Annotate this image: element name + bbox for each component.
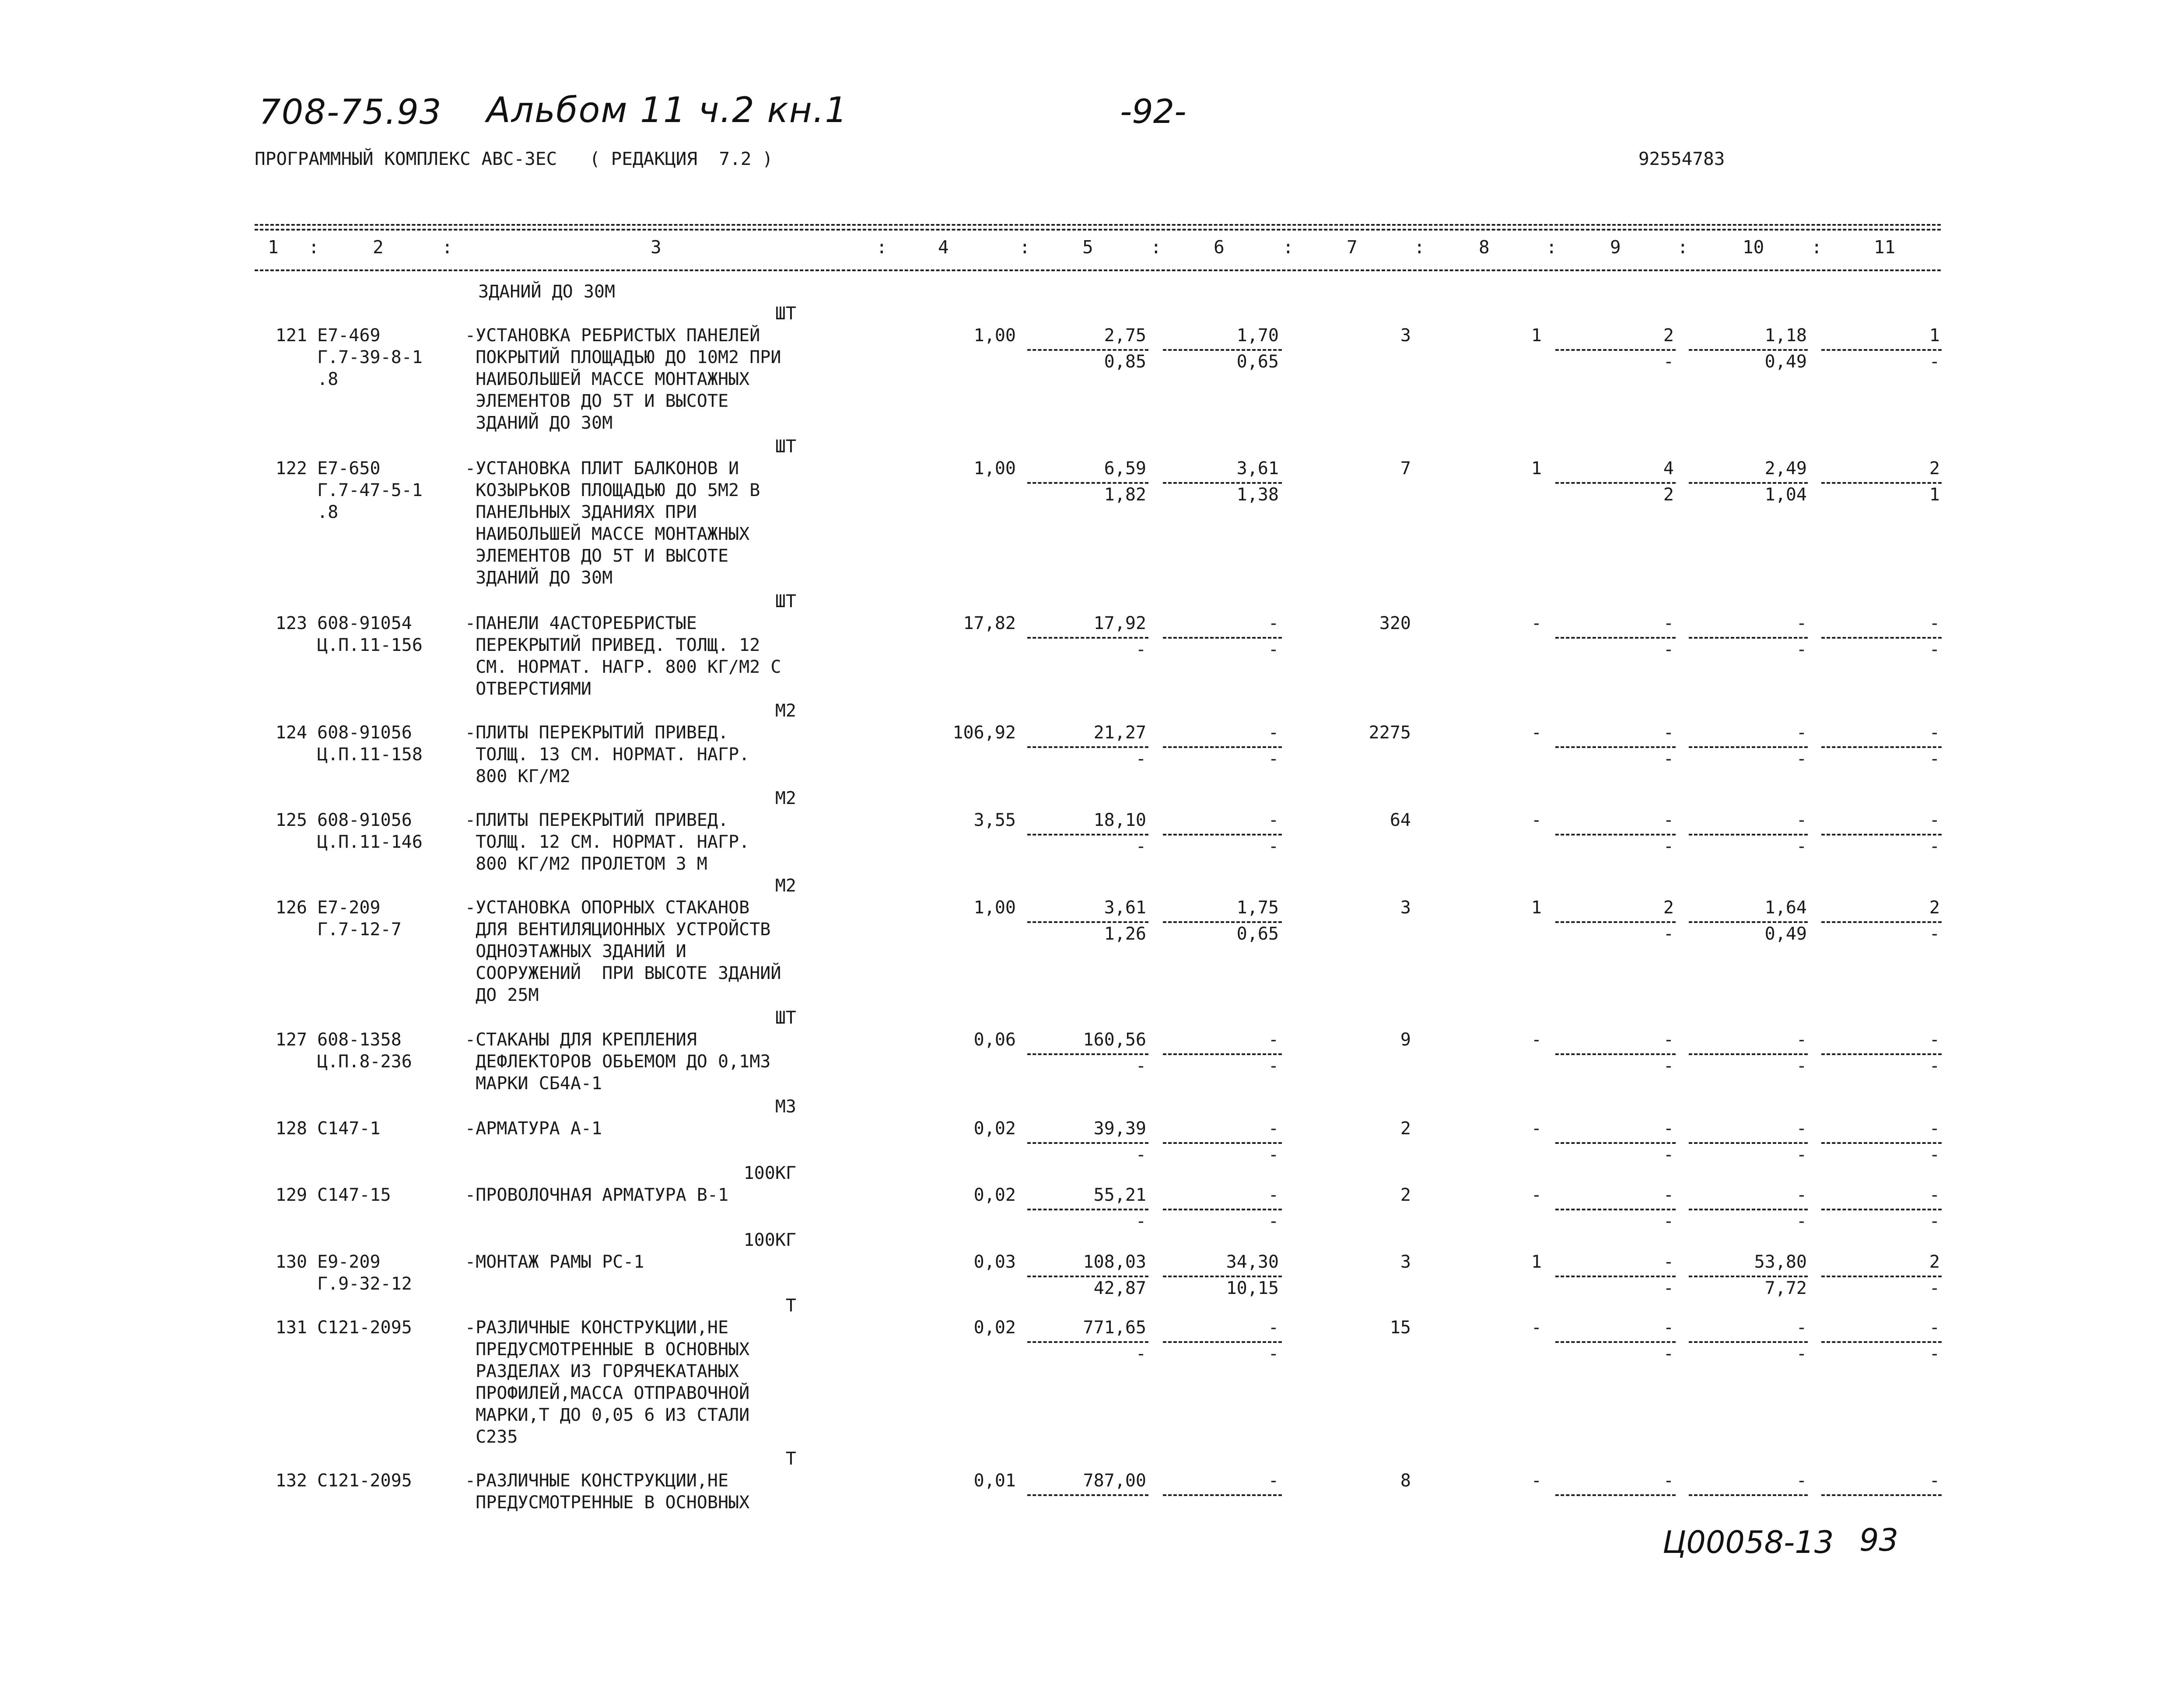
value-c11b: -: [1929, 1278, 1940, 1298]
value-c6b: 0,65: [1236, 924, 1279, 944]
value-c6b: -: [1268, 1344, 1279, 1364]
unit-label: ШТ: [775, 437, 796, 457]
row-code: Г.7-39-8-1: [317, 347, 423, 367]
value-c9: -: [1663, 1030, 1674, 1050]
value-c8: 1: [1531, 1252, 1542, 1272]
handwritten-album: Альбом 11 ч.2 кн.1: [486, 90, 848, 130]
value-c8: -: [1531, 810, 1542, 830]
row-description: -УСТАНОВКА ОПОРНЫХ СТАКАНОВ: [465, 898, 750, 918]
row-number: 131: [275, 1318, 307, 1338]
value-c9b: -: [1663, 1211, 1674, 1231]
value-c11: -: [1929, 1471, 1940, 1491]
row-code: Г.7-12-7: [317, 919, 402, 940]
row-description: -СТАКАНЫ ДЛЯ КРЕПЛЕНИЯ: [465, 1030, 697, 1050]
value-c5: 160,56: [1083, 1030, 1146, 1050]
value-c6b: -: [1268, 1056, 1279, 1076]
row-code: Г.9-32-12: [317, 1274, 412, 1294]
value-c5: 55,21: [1093, 1185, 1146, 1205]
unit-label: М2: [775, 701, 796, 721]
row-code: Ц.П.8-236: [317, 1052, 412, 1072]
row-description: ОДНОЭТАЖНЫХ ЗДАНИЙ И: [465, 941, 686, 961]
row-description: ЗДАНИЙ ДО 30М: [465, 413, 613, 433]
unit-label: 100КГ: [743, 1230, 796, 1250]
value-c4: 0,06: [973, 1030, 1016, 1050]
unit-label: Т: [785, 1296, 796, 1316]
col-header-8: 8: [1479, 237, 1490, 258]
value-c5b: -: [1135, 749, 1146, 769]
row-description: ОТВЕРСТИЯМИ: [465, 679, 592, 699]
value-c8: -: [1531, 613, 1542, 633]
row-number: 127: [275, 1030, 307, 1050]
value-c5: 18,10: [1093, 810, 1146, 830]
value-c11: -: [1929, 810, 1940, 830]
row-code: Ц.П.11-158: [317, 745, 423, 765]
value-c11: -: [1929, 723, 1940, 743]
row-description: НАИБОЛЬШЕЙ МАССЕ МОНТАЖНЫХ: [465, 524, 750, 544]
row-description: СООРУЖЕНИЙ ПРИ ВЫСОТЕ ЗДАНИЙ: [465, 963, 781, 983]
value-c11: 1: [1929, 325, 1940, 346]
value-c11: -: [1929, 1030, 1940, 1050]
row-description: ЭЛЕМЕНТОВ ДО 5Т И ВЫСОТЕ: [465, 391, 729, 411]
value-c9: 2: [1663, 325, 1674, 346]
row-description: ТОЛЩ. 13 СМ. НОРМАТ. НАГР.: [465, 745, 750, 765]
row-number: 124: [275, 723, 307, 743]
row-code: Е7-650: [317, 458, 381, 479]
value-c10b: -: [1796, 1211, 1807, 1231]
value-c6: -: [1268, 1185, 1279, 1205]
value-c11b: -: [1929, 352, 1940, 372]
value-divider: [1689, 1494, 1808, 1496]
value-c7: 2275: [1368, 723, 1411, 743]
row-number: 121: [275, 325, 307, 346]
unit-label: М2: [775, 788, 796, 808]
value-c11b: -: [1929, 1056, 1940, 1076]
row-number: 129: [275, 1185, 307, 1205]
row-description: КОЗЫРЬКОВ ПЛОЩАДЬЮ ДО 5М2 В: [465, 480, 760, 500]
value-c10: -: [1796, 1119, 1807, 1139]
value-c9b: -: [1663, 1278, 1674, 1298]
value-c5b: -: [1135, 640, 1146, 660]
row-code: Е7-209: [317, 898, 381, 918]
value-divider: [1163, 1494, 1282, 1496]
col-header-4: 4: [938, 237, 949, 258]
value-c4: 106,92: [952, 723, 1016, 743]
row-description: -ПЛИТЫ ПЕРЕКРЫТИЙ ПРИВЕД.: [465, 723, 729, 743]
value-c10: 1,64: [1764, 898, 1807, 918]
value-c5: 108,03: [1083, 1252, 1146, 1272]
value-c9b: -: [1663, 1056, 1674, 1076]
value-c4: 1,00: [973, 325, 1016, 346]
row-description: ЭЛЕМЕНТОВ ДО 5Т И ВЫСОТЕ: [465, 546, 729, 566]
col-header-5: 5: [1082, 237, 1093, 258]
value-c9: -: [1663, 1185, 1674, 1205]
value-c7: 9: [1400, 1030, 1411, 1050]
value-c11b: -: [1929, 924, 1940, 944]
row-description: -ПРОВОЛОЧНАЯ АРМАТУРА В-1: [465, 1185, 729, 1205]
program-header: ПРОГРАММНЫЙ КОМПЛЕКС АВС-ЗЕС ( РЕДАКЦИЯ 7.2 ): [255, 148, 773, 169]
row-description: РАЗДЕЛАХ ИЗ ГОРЯЧЕКАТАНЫХ: [465, 1361, 739, 1381]
value-c5b: 1,26: [1104, 924, 1146, 944]
value-c6b: -: [1268, 1211, 1279, 1231]
row-number: 128: [275, 1119, 307, 1139]
col-header-6: 6: [1214, 237, 1225, 258]
col-separator: :: [1019, 237, 1030, 258]
value-c10b: 7,72: [1764, 1278, 1807, 1298]
value-c8: 1: [1531, 458, 1542, 479]
row-code: .8: [317, 369, 339, 389]
col-separator: :: [1811, 237, 1822, 258]
unit-label: М2: [775, 876, 796, 896]
row-description: ПРЕДУСМОТРЕННЫЕ В ОСНОВНЫХ: [465, 1493, 750, 1513]
col-header-1: 1: [268, 237, 279, 258]
value-c6b: -: [1268, 1145, 1279, 1165]
row-description: -РАЗЛИЧНЫЕ КОНСТРУКЦИИ,НЕ: [465, 1318, 729, 1338]
unit-label: ШТ: [775, 591, 796, 612]
row-number: 126: [275, 898, 307, 918]
value-c6b: -: [1268, 836, 1279, 856]
value-c11b: -: [1929, 836, 1940, 856]
handwritten-footer-number: 93: [1859, 1522, 1899, 1558]
row-code: С147-1: [317, 1119, 381, 1139]
value-c6: -: [1268, 1318, 1279, 1338]
col-separator: :: [1546, 237, 1557, 258]
value-c6: -: [1268, 723, 1279, 743]
row-code: С121-2095: [317, 1471, 412, 1491]
row-description: 800 КГ/М2 ПРОЛЕТОМ 3 М: [465, 854, 707, 874]
row-description: -УСТАНОВКА ПЛИТ БАЛКОНОВ И: [465, 458, 739, 479]
row-description: 800 КГ/М2: [465, 766, 570, 787]
value-c10: -: [1796, 1030, 1807, 1050]
value-c10b: -: [1796, 640, 1807, 660]
row-description: -УСТАНОВКА РЕБРИСТЫХ ПАНЕЛЕЙ: [465, 325, 760, 346]
value-c7: 2: [1400, 1119, 1411, 1139]
unit-label: ШТ: [775, 1008, 796, 1028]
value-c6b: -: [1268, 749, 1279, 769]
page-number: -92-: [1120, 92, 1186, 131]
row-description: СМ. НОРМАТ. НАГР. 800 КГ/М2 С: [465, 657, 781, 677]
row-code: 608-91056: [317, 723, 412, 743]
value-c9b: -: [1663, 1344, 1674, 1364]
value-c10: 2,49: [1764, 458, 1807, 479]
value-c5: 6,59: [1104, 458, 1146, 479]
value-c8: 1: [1531, 898, 1542, 918]
value-c6: -: [1268, 1471, 1279, 1491]
value-c11b: -: [1929, 749, 1940, 769]
value-c4: 17,82: [963, 613, 1016, 633]
row-description: МАРКИ СБ4А-1: [465, 1073, 602, 1094]
value-c11: 2: [1929, 898, 1940, 918]
row-description: МАРКИ,Т ДО 0,05 6 ИЗ СТАЛИ: [465, 1405, 750, 1425]
row-description: ТОЛЩ. 12 СМ. НОРМАТ. НАГР.: [465, 832, 750, 852]
value-c10: 53,80: [1754, 1252, 1807, 1272]
value-c5: 3,61: [1104, 898, 1146, 918]
value-c9: -: [1663, 613, 1674, 633]
value-c5: 771,65: [1083, 1318, 1146, 1338]
value-c5: 17,92: [1093, 613, 1146, 633]
row-code: .8: [317, 502, 339, 522]
col-separator: :: [1283, 237, 1294, 258]
value-c7: 15: [1390, 1318, 1411, 1338]
value-c10: -: [1796, 1185, 1807, 1205]
value-c9: 4: [1663, 458, 1674, 479]
value-c11: -: [1929, 1119, 1940, 1139]
value-c9: -: [1663, 723, 1674, 743]
value-c10: 1,18: [1764, 325, 1807, 346]
value-c4: 1,00: [973, 458, 1016, 479]
value-c6: -: [1268, 1030, 1279, 1050]
handwritten-footer-code: Ц00058-13: [1662, 1524, 1834, 1560]
value-c10b: -: [1796, 1344, 1807, 1364]
value-c7: 3: [1400, 1252, 1411, 1272]
value-c10b: -: [1796, 1056, 1807, 1076]
row-number: 132: [275, 1471, 307, 1491]
document-number: 92554783: [1638, 148, 1725, 169]
value-c4: 1,00: [973, 898, 1016, 918]
row-description: -МОНТАЖ РАМЫ РС-1: [465, 1252, 644, 1272]
value-c7: 3: [1400, 898, 1411, 918]
value-c7: 7: [1400, 458, 1411, 479]
value-c10b: -: [1796, 1145, 1807, 1165]
col-separator: :: [1414, 237, 1425, 258]
value-divider: [1027, 1494, 1148, 1496]
value-c10b: -: [1796, 836, 1807, 856]
value-c7: 64: [1390, 810, 1411, 830]
value-c4: 0,01: [973, 1471, 1016, 1491]
value-c5b: 1,82: [1104, 485, 1146, 505]
value-c11b: -: [1929, 640, 1940, 660]
value-c10b: 0,49: [1764, 352, 1807, 372]
row-description: НАИБОЛЬШЕЙ МАССЕ МОНТАЖНЫХ: [465, 369, 750, 389]
value-c6: 34,30: [1226, 1252, 1279, 1272]
row-code: Е7-469: [317, 325, 381, 346]
value-c7: 2: [1400, 1185, 1411, 1205]
value-c9: -: [1663, 1318, 1674, 1338]
value-c6: 3,61: [1236, 458, 1279, 479]
value-c9: -: [1663, 1119, 1674, 1139]
value-c5b: -: [1135, 1344, 1146, 1364]
row-description: ЗДАНИЙ ДО 30М: [465, 568, 613, 588]
value-c8: -: [1531, 1030, 1542, 1050]
value-c7: 3: [1400, 325, 1411, 346]
row-description: ПОКРЫТИЙ ПЛОЩАДЬЮ ДО 10М2 ПРИ: [465, 347, 781, 367]
value-c9b: 2: [1663, 485, 1674, 505]
value-c9b: -: [1663, 640, 1674, 660]
col-header-7: 7: [1347, 237, 1358, 258]
row-description: -АРМАТУРА А-1: [465, 1119, 602, 1139]
value-c6: -: [1268, 1119, 1279, 1139]
value-c11: -: [1929, 613, 1940, 633]
value-c9: -: [1663, 1252, 1674, 1272]
row-description: -ПАНЕЛИ 4АСТОРЕБРИСТЫЕ: [465, 613, 697, 633]
unit-label: Т: [785, 1449, 796, 1469]
value-c10: -: [1796, 723, 1807, 743]
value-c4: 0,02: [973, 1185, 1016, 1205]
value-c7: 8: [1400, 1471, 1411, 1491]
value-c8: -: [1531, 1119, 1542, 1139]
value-c8: -: [1531, 1471, 1542, 1491]
value-c10b: 0,49: [1764, 924, 1807, 944]
value-c10: -: [1796, 1471, 1807, 1491]
value-c11: -: [1929, 1318, 1940, 1338]
row-code: 608-91054: [317, 613, 412, 633]
row-number: 122: [275, 458, 307, 479]
row-code: Ц.П.11-146: [317, 832, 423, 852]
value-c4: 3,55: [973, 810, 1016, 830]
row-code: 608-1358: [317, 1030, 402, 1050]
value-c9: 2: [1663, 898, 1674, 918]
col-separator: :: [1677, 237, 1688, 258]
col-separator: :: [442, 237, 453, 258]
value-c9b: -: [1663, 352, 1674, 372]
value-c11: -: [1929, 1185, 1940, 1205]
row-number: 123: [275, 613, 307, 633]
unit-label: ШТ: [775, 304, 796, 324]
value-c5b: -: [1135, 836, 1146, 856]
value-c9: -: [1663, 1471, 1674, 1491]
row-description: С235: [465, 1427, 518, 1447]
value-c8: 1: [1531, 325, 1542, 346]
value-c8: -: [1531, 1185, 1542, 1205]
col-header-11: 11: [1874, 237, 1896, 258]
row-description: ПЕРЕКРЫТИЙ ПРИВЕД. ТОЛЩ. 12: [465, 635, 760, 655]
value-c8: -: [1531, 723, 1542, 743]
row-description: ДО 25М: [465, 985, 539, 1005]
row-code: Г.7-47-5-1: [317, 480, 423, 500]
value-c11b: -: [1929, 1145, 1940, 1165]
value-c8: -: [1531, 1318, 1542, 1338]
col-header-9: 9: [1610, 237, 1621, 258]
row-code: С147-15: [317, 1185, 391, 1205]
value-c5b: -: [1135, 1211, 1146, 1231]
handwritten-code: 708-75.93: [259, 93, 442, 132]
row-code: Ц.П.11-156: [317, 635, 423, 655]
value-c10b: 1,04: [1764, 485, 1807, 505]
value-c9b: -: [1663, 836, 1674, 856]
col-separator: :: [876, 237, 887, 258]
row-description: ПРЕДУСМОТРЕННЫЕ В ОСНОВНЫХ: [465, 1339, 750, 1360]
row-code: Е9-209: [317, 1252, 381, 1272]
unit-label: М3: [775, 1097, 796, 1117]
value-c7: 320: [1379, 613, 1411, 633]
row-code: 608-91056: [317, 810, 412, 830]
value-c11: 2: [1929, 458, 1940, 479]
value-divider: [1555, 1494, 1676, 1496]
value-c11b: 1: [1929, 485, 1940, 505]
value-c6: 1,75: [1236, 898, 1279, 918]
row-description: -ПЛИТЫ ПЕРЕКРЫТИЙ ПРИВЕД.: [465, 810, 729, 830]
lead-text: ЗДАНИЙ ДО 30М: [478, 282, 616, 302]
unit-label: 100КГ: [743, 1163, 796, 1183]
value-c5b: 0,85: [1104, 352, 1146, 372]
value-c4: 0,03: [973, 1252, 1016, 1272]
value-c11b: -: [1929, 1344, 1940, 1364]
col-separator: :: [308, 237, 319, 258]
row-description: -РАЗЛИЧНЫЕ КОНСТРУКЦИИ,НЕ: [465, 1471, 729, 1491]
value-c10b: -: [1796, 749, 1807, 769]
value-c6b: 0,65: [1236, 352, 1279, 372]
value-c5b: -: [1135, 1056, 1146, 1076]
value-c10: -: [1796, 810, 1807, 830]
col-header-2: 2: [373, 237, 384, 258]
value-c4: 0,02: [973, 1318, 1016, 1338]
value-c9b: -: [1663, 749, 1674, 769]
value-c6: -: [1268, 613, 1279, 633]
value-c6b: -: [1268, 640, 1279, 660]
value-c5b: -: [1135, 1145, 1146, 1165]
row-description: ПРОФИЛЕЙ,МАССА ОТПРАВОЧНОЙ: [465, 1383, 750, 1403]
value-c10: -: [1796, 1318, 1807, 1338]
value-c4: 0,02: [973, 1119, 1016, 1139]
value-c5: 787,00: [1083, 1471, 1146, 1491]
col-separator: :: [1151, 237, 1162, 258]
row-description: ДЕФЛЕКТОРОВ ОБЬЕМОМ ДО 0,1М3: [465, 1052, 771, 1072]
value-c6b: 1,38: [1236, 485, 1279, 505]
col-header-3: 3: [651, 237, 662, 258]
row-description: ПАНЕЛЬНЫХ ЗДАНИЯХ ПРИ: [465, 502, 697, 522]
value-c5: 39,39: [1093, 1119, 1146, 1139]
value-c6: 1,70: [1236, 325, 1279, 346]
value-divider: [1821, 1494, 1942, 1496]
value-c9b: -: [1663, 1145, 1674, 1165]
row-number: 125: [275, 810, 307, 830]
value-c6b: 10,15: [1226, 1278, 1279, 1298]
value-c11b: -: [1929, 1211, 1940, 1231]
row-number: 130: [275, 1252, 307, 1272]
value-c10: -: [1796, 613, 1807, 633]
row-code: С121-2095: [317, 1318, 412, 1338]
value-c5b: 42,87: [1093, 1278, 1146, 1298]
value-c9: -: [1663, 810, 1674, 830]
value-c6: -: [1268, 810, 1279, 830]
value-c9b: -: [1663, 924, 1674, 944]
row-description: ДЛЯ ВЕНТИЛЯЦИОННЫХ УСТРОЙСТВ: [465, 919, 771, 940]
value-c5: 21,27: [1093, 723, 1146, 743]
value-c5: 2,75: [1104, 325, 1146, 346]
col-header-10: 10: [1743, 237, 1764, 258]
value-c11: 2: [1929, 1252, 1940, 1272]
